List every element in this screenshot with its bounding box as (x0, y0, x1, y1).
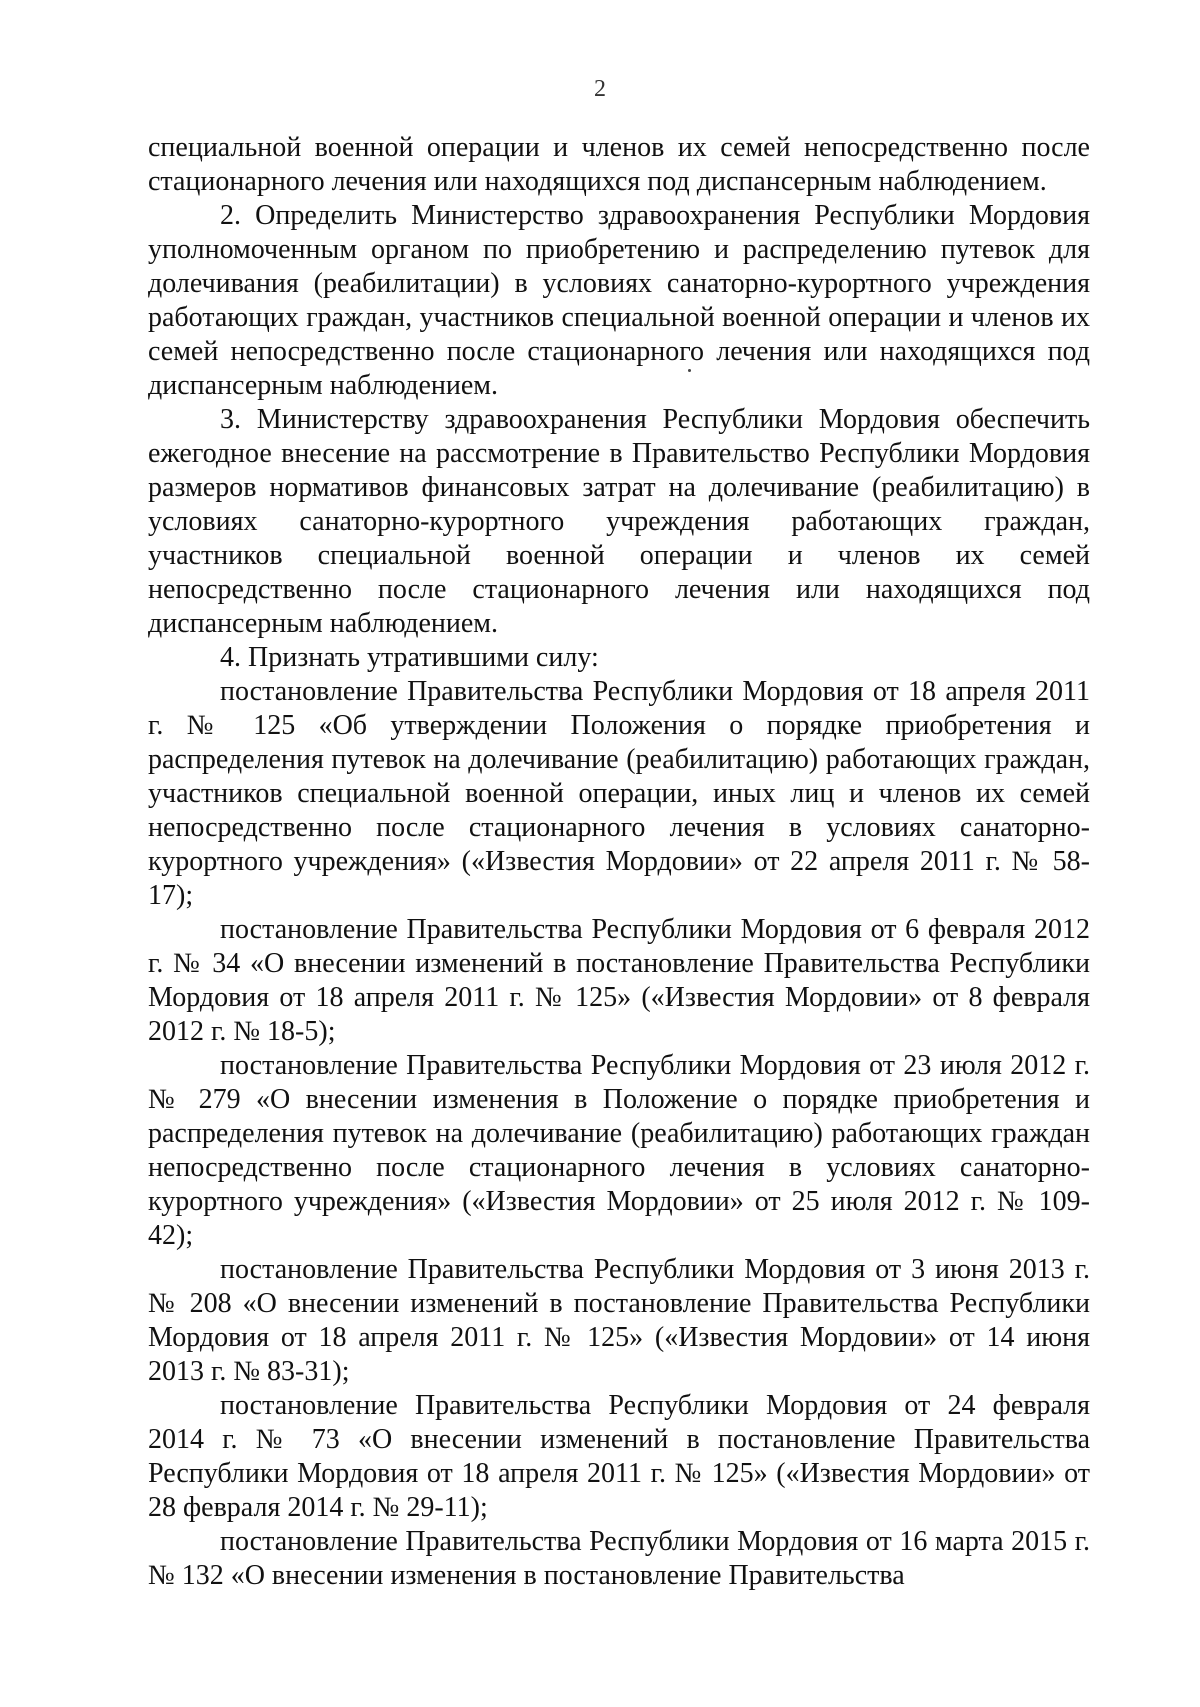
paragraph: 3. Министерству здравоохранения Республики Мордовия обеспечить ежегодное внесение на рассмотрение в Правительство Республики Мордовия размеров нормативов финансовых затрат на долечивание (реабилитацию) в условиях санаторно-курортного учреждения работающих граждан, участников специальной военной операции и членов их семей непосредственно после стационарного лечения или находящихся под диспансерным наблюдением. (148, 404, 1090, 639)
paragraph: 4. Признать утратившими силу: (220, 642, 599, 673)
paragraph: постановление Правительства Республики Мордовия от 6 февраля 2012 г. № 34 «О внесении изменений в постановление Правительства Республики Мордовия от 18 апреля 2011 г. № 125» («Известия Мордовии» от 8 февраля 2012 г. № 18-5); (148, 914, 1090, 1047)
paragraph: постановление Правительства Республики Мордовия от 3 июня 2013 г. № 208 «О внесении изменений в постановление Правительства Республики Мордовия от 18 апреля 2011 г. № 125» («Известия Мордовии» от 14 июня 2013 г. № 83-31); (148, 1254, 1090, 1387)
paragraph: постановление Правительства Республики Мордовия от 23 июля 2012 г. № 279 «О внесении изменения в Положение о порядке приобретения и распределения путевок на долечивание (реабилитацию) работающих граждан непосредственно после стационарного лечения в условиях санаторно-курортного учреждения» («Известия Мордовии» от 25 июля 2012 г. № 109-42); (148, 1050, 1090, 1251)
paragraph: постановление Правительства Республики Мордовия от 16 марта 2015 г. № 132 «О внесении изменения в постановление Правительства (148, 1526, 1090, 1591)
paragraph: постановление Правительства Республики Мордовия от 18 апреля 2011 г. № 125 «Об утверждении Положения о порядке приобретения и распределения путевок на долечивание (реабилитацию) работающих граждан, участников специальной военной операции, иных лиц и членов их семей непосредственно после стационарного лечения в условиях санаторно-курортного учреждения» («Известия Мордовии» от 22 апреля 2011 г. № 58-17); (148, 676, 1090, 911)
document-body (148, 131, 1090, 1593)
paragraph: 2. Определить Министерство здравоохранения Республики Мордовия уполномоченным органом по приобретению и распределению путевок для долечивания (реабилитации) в условиях санаторно-курортного учреждения работающих граждан, участников специальной военной операции и членов их семей непосредственно после стационарного лечения или находящихся под диспансерным наблюдением. (148, 200, 1090, 401)
paragraph: постановление Правительства Республики Мордовия от 24 февраля 2014 г. № 73 «О внесении изменений в постановление Правительства Республики Мордовия от 18 апреля 2011 г. № 125» («Известия Мордовии» от 28 февраля 2014 г. № 29-11); (148, 1390, 1090, 1523)
page-number: 2 (594, 76, 606, 102)
paragraph: специальной военной операции и членов их семей непосредственно после стационарного лечения или находящихся под диспансерным наблюдением. (148, 132, 1090, 197)
scan-artifact-dot (688, 369, 691, 372)
